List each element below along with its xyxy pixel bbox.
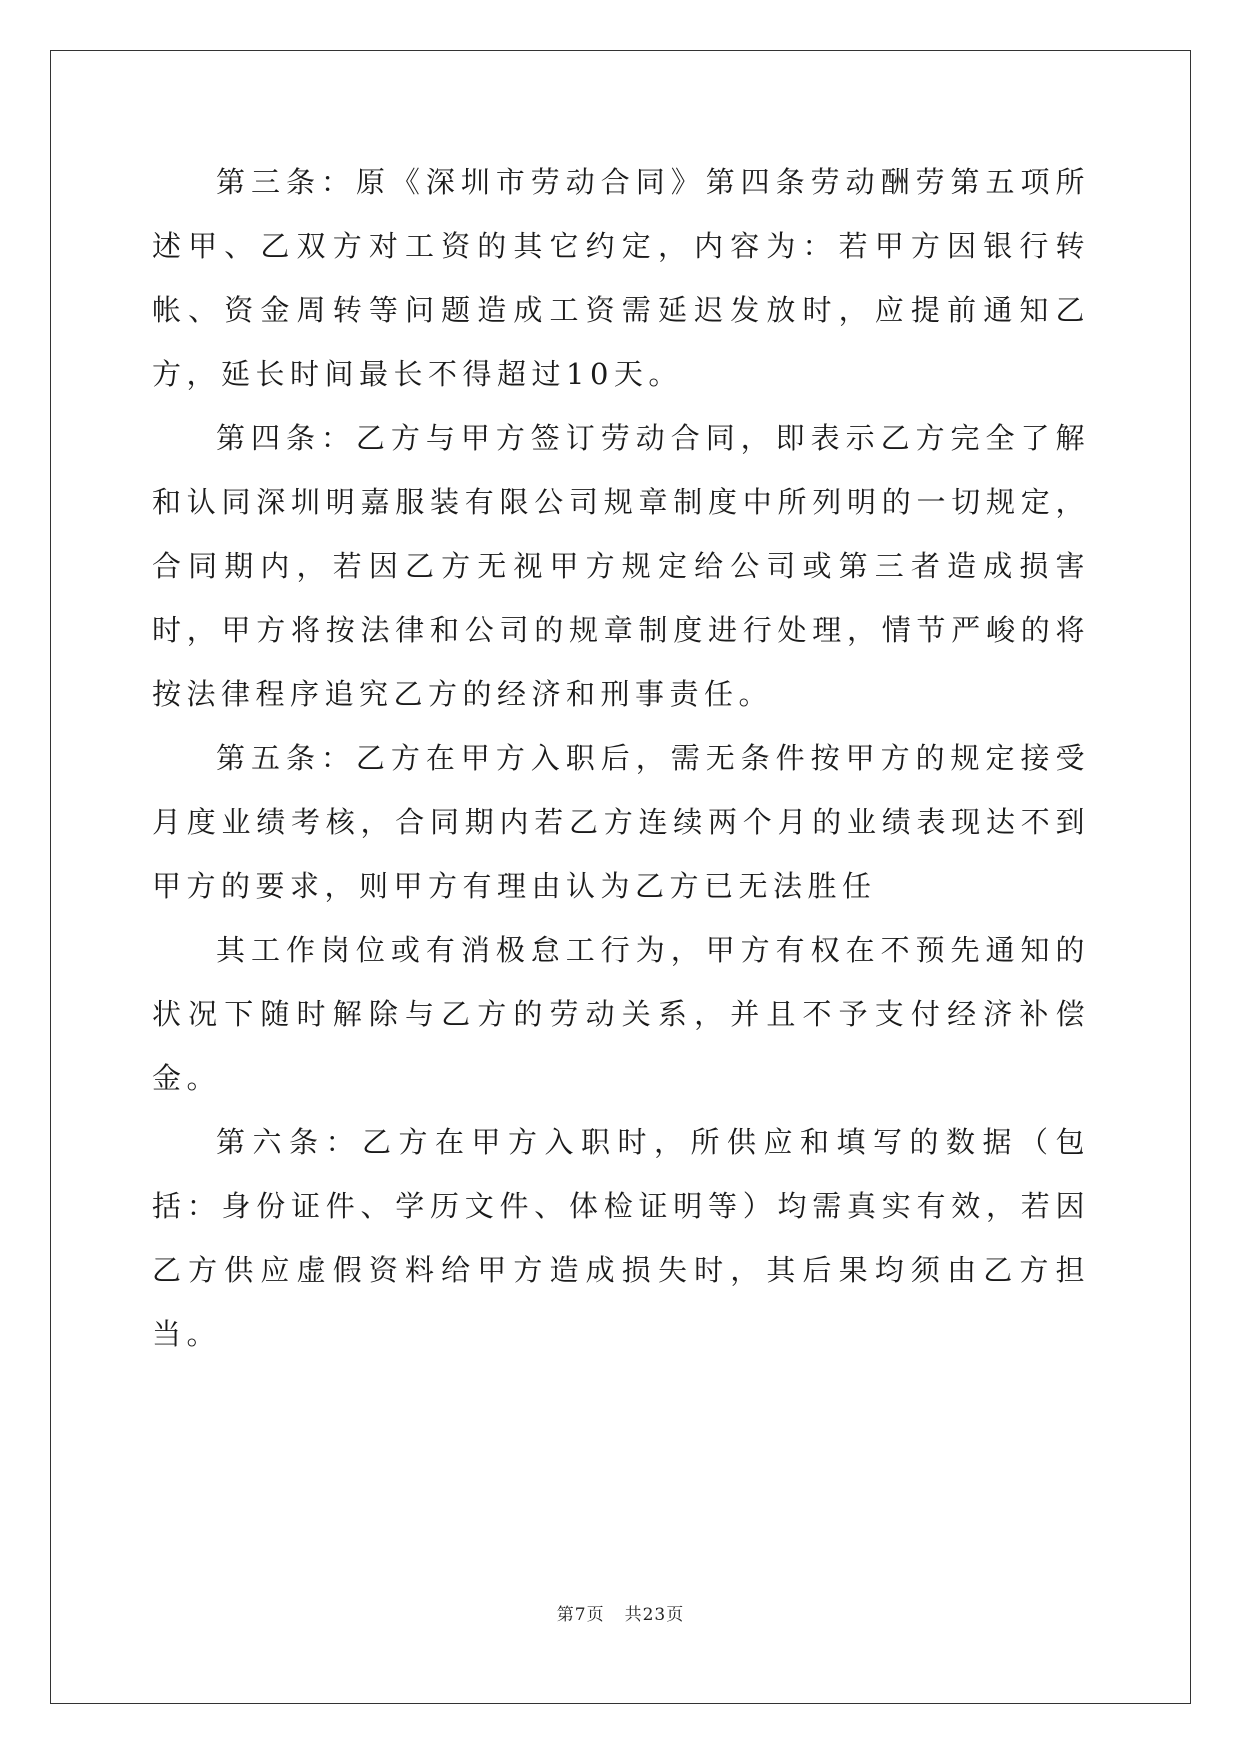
paragraph-article-4: 第四条：乙方与甲方签订劳动合同，即表示乙方完全了解和认同深圳明嘉服装有限公司规章制度中所列明的一切规定，合同期内，若因乙方无视甲方规定给公司或第三者造成损害时，甲方将按法律和公司的规章制度进行处理，情节严峻的将按法律程序追究乙方的经济和刑事责任。 — [152, 421, 1090, 711]
page-total: 共23页 — [624, 1605, 685, 1625]
page-number: 第7页 — [556, 1605, 605, 1625]
page-footer — [0, 1600, 1241, 1625]
paragraph-article-6: 第六条：乙方在甲方入职时，所供应和填写的数据（包括：身份证件、学历文件、体检证明等）均需真实有效，若因乙方供应虚假资料给甲方造成损失时，其后果均须由乙方担当。 — [152, 1125, 1090, 1351]
paragraph-article-3: 第三条：原《深圳市劳动合同》第四条劳动酬劳第五项所述甲、乙双方对工资的其它约定，内容为：若甲方因银行转帐、资金周转等问题造成工资需延迟发放时，应提前通知乙方，延长时间最长不得超过10天。 — [152, 165, 1090, 391]
document-body — [152, 150, 1090, 1366]
paragraph-article-5-continued: 其工作岗位或有消极怠工行为，甲方有权在不预先通知的状况下随时解除与乙方的劳动关系，并且不予支付经济补偿金。 — [152, 933, 1090, 1095]
paragraph-article-5: 第五条：乙方在甲方入职后，需无条件按甲方的规定接受月度业绩考核，合同期内若乙方连续两个月的业绩表现达不到甲方的要求，则甲方有理由认为乙方已无法胜任 — [152, 741, 1090, 903]
